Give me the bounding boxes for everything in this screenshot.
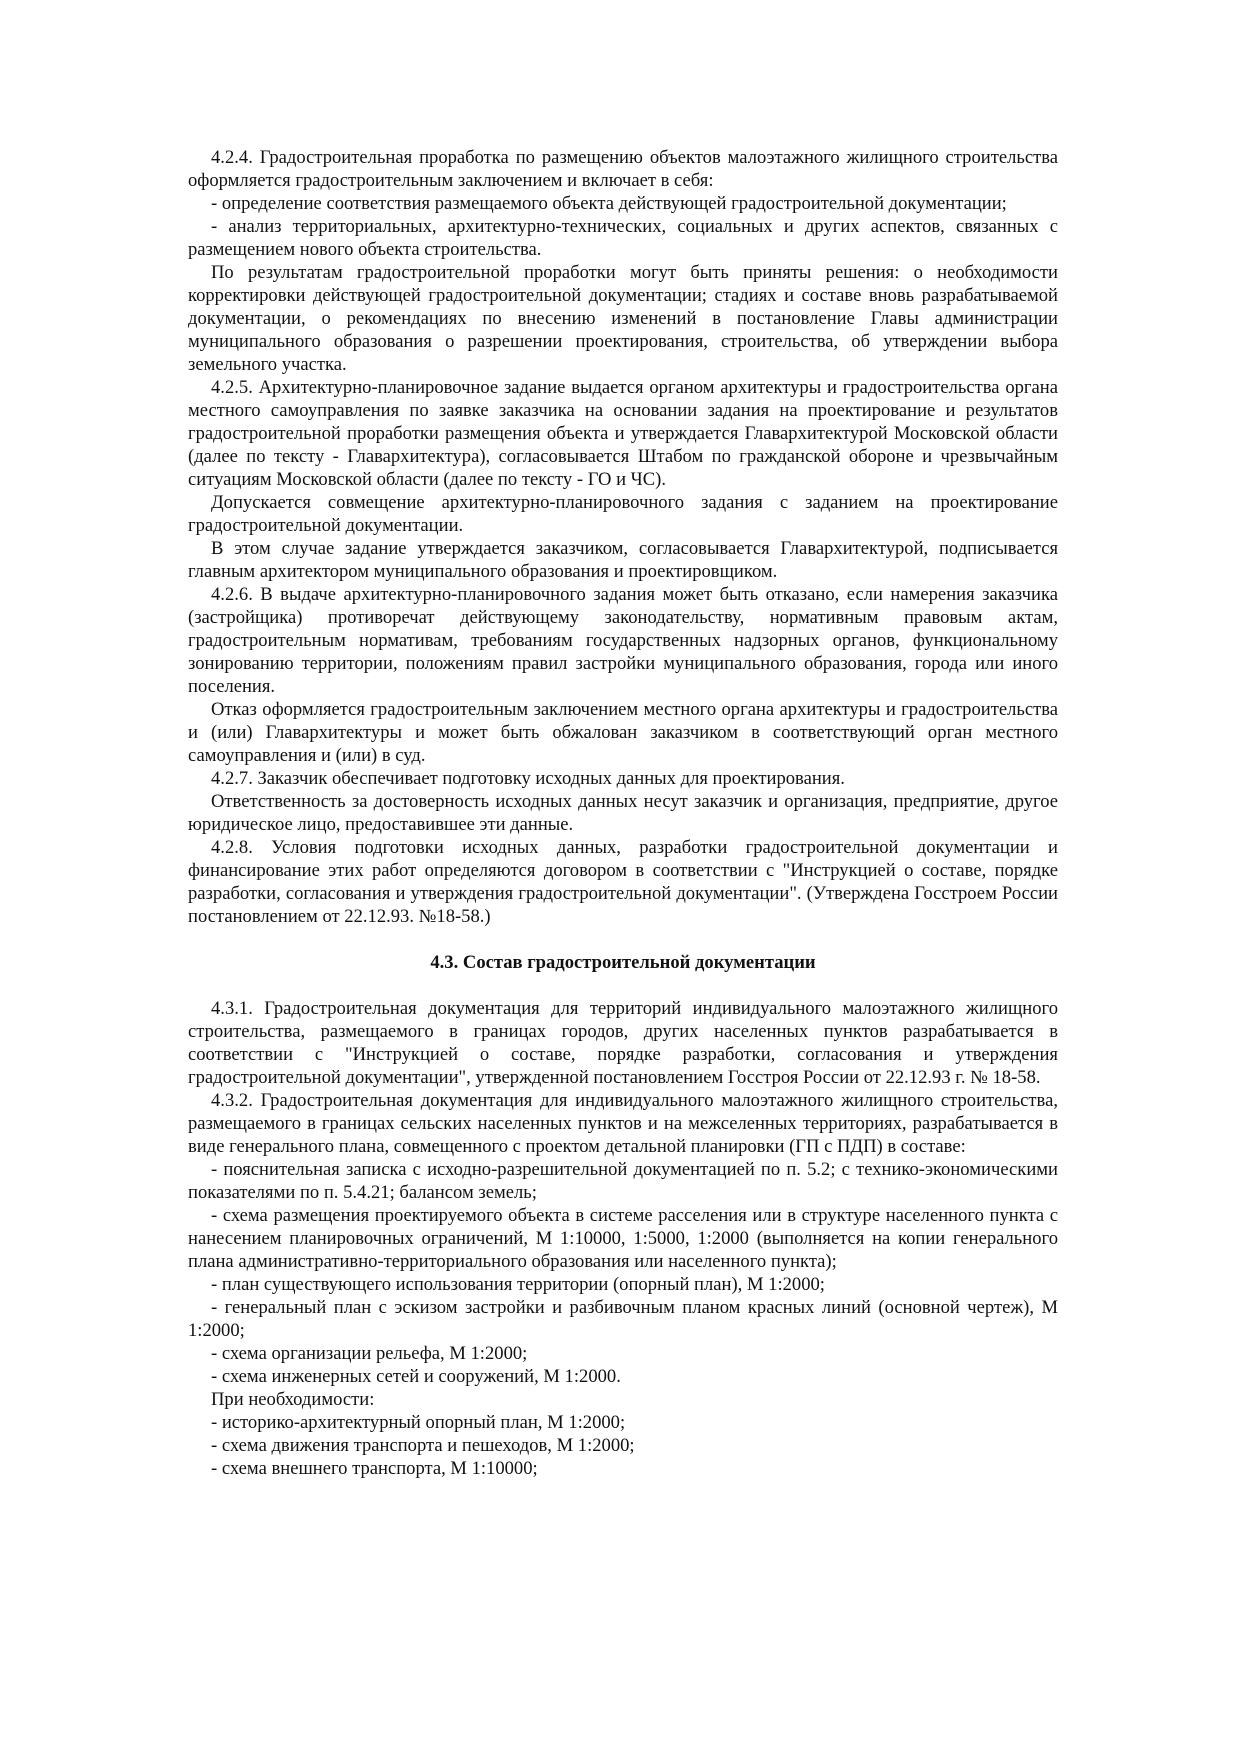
document-page: [188, 146, 1058, 1480]
paragraph-if-necessary: При необходимости:: [211, 1389, 375, 1410]
list-item-general-plan: - генеральный план с эскизом застройки и разбивочным планом красных линий (основной чертеж), М 1:2000;: [188, 1297, 1058, 1341]
paragraph-results: По результатам градостроительной проработки могут быть приняты решения: о необходимости корректировки действующей градостроительной документации; стадиях и составе вновь разрабатываемой документации, о рекомендациях по внесению изменений в постановление Главы администрации муниципального образования о разрешении проектирования, строительства, об утверждении выбора земельного участка.: [188, 262, 1058, 375]
paragraph-4-3-1: 4.3.1. Градостроительная документация для территорий индивидуального малоэтажного жилищного строительства, размещаемого в границах городов, других населенных пунктов разрабатывается в соответствии с "Инструкцией о составе, порядке разработки, согласования и утверждения градостроительной документации", утвержденной постановлением Госстроя России от 22.12.93 г. № 18-58.: [188, 998, 1058, 1088]
paragraph-4-3-2: 4.3.2. Градостроительная документация для индивидуального малоэтажного жилищного строительства, размещаемого в границах сельских населенных пунктов и на межселенных территориях, разрабатывается в виде генерального плана, совмещенного с проектом детальной планировки (ГП с ПДП) в составе:: [188, 1090, 1058, 1157]
list-item-historical-plan: - историко-архитектурный опорный план, М 1:2000;: [211, 1412, 626, 1433]
paragraph-4-2-5: 4.2.5. Архитектурно-планировочное задание выдается органом архитектуры и градостроительства органа местного самоуправления по заявке заказчика на основании задания на проектирование и результатов градостроительной проработки размещения объекта и утверждается Главархитектурой Московской области (далее по тексту - Главархитектура), согласовывается Штабом по гражданской обороне и чрезвычайным ситуациям Московской области (далее по тексту - ГО и ЧС).: [188, 377, 1058, 490]
paragraph-combination: Допускается совмещение архитектурно-планировочного задания с заданием на проектирование градостроительной документации.: [188, 492, 1058, 536]
list-item-explanatory-note: - пояснительная записка с исходно-разрешительной документацией по п. 5.2; с технико-экономическими показателями по п. 5.4.21; балансом земель;: [188, 1159, 1058, 1203]
list-item-conformity: - определение соответствия размещаемого объекта действующей градостроительной документации;: [211, 193, 1007, 214]
paragraph-4-2-6: 4.2.6. В выдаче архитектурно-планировочного задания может быть отказано, если намерения заказчика (застройщика) противоречат действующему законодательству, нормативным правовым актам, градостроительным нормативам, требованиям государственных надзорных органов, функциональному зонированию территории, положениям правил застройки муниципального образования, города или иного поселения.: [188, 584, 1058, 697]
list-item-traffic-scheme: - схема движения транспорта и пешеходов, М 1:2000;: [211, 1435, 635, 1456]
paragraph-4-2-7: 4.2.7. Заказчик обеспечивает подготовку исходных данных для проектирования.: [211, 768, 845, 789]
paragraph-4-2-4: 4.2.4. Градостроительная проработка по размещению объектов малоэтажного жилищного строительства оформляется градостроительным заключением и включает в себя:: [188, 147, 1058, 191]
paragraph-approval: В этом случае задание утверждается заказчиком, согласовывается Главархитектурой, подписывается главным архитектором муниципального образования и проектировщиком.: [188, 538, 1058, 582]
list-item-relief-scheme: - схема организации рельефа, М 1:2000;: [211, 1343, 528, 1364]
list-item-existing-use-plan: - план существующего использования территории (опорный план), М 1:2000;: [211, 1274, 825, 1295]
list-item-analysis: - анализ территориальных, архитектурно-технических, социальных и других аспектов, связанных с размещением нового объекта строительства.: [188, 216, 1058, 260]
list-item-external-transport: - схема внешнего транспорта, М 1:10000;: [211, 1458, 538, 1479]
section-heading-4-3: 4.3. Состав градостроительной документации: [430, 952, 816, 973]
list-item-placement-scheme: - схема размещения проектируемого объекта в системе расселения или в структуре населенного пункта с нанесением планировочных ограничений, М 1:10000, 1:5000, 1:2000 (выполняется на копии генерального плана административно-территориального образования или населенного пункта);: [188, 1205, 1058, 1272]
list-item-engineering-networks: - схема инженерных сетей и сооружений, М 1:2000.: [211, 1366, 621, 1387]
paragraph-refusal: Отказ оформляется градостроительным заключением местного органа архитектуры и градостроительства и (или) Главархитектуры и может быть обжалован заказчиком в соответствующий орган местного самоуправления и (или) в суд.: [188, 699, 1058, 766]
paragraph-responsibility: Ответственность за достоверность исходных данных несут заказчик и организация, предприятие, другое юридическое лицо, предоставившее эти данные.: [188, 791, 1058, 835]
paragraph-4-2-8: 4.2.8. Условия подготовки исходных данных, разработки градостроительной документации и финансирование этих работ определяются договором в соответствии с "Инструкцией о составе, порядке разработки, согласования и утверждения градостроительной документации". (Утверждена Госстроем России постановлением от 22.12.93. №18-58.): [188, 837, 1058, 927]
